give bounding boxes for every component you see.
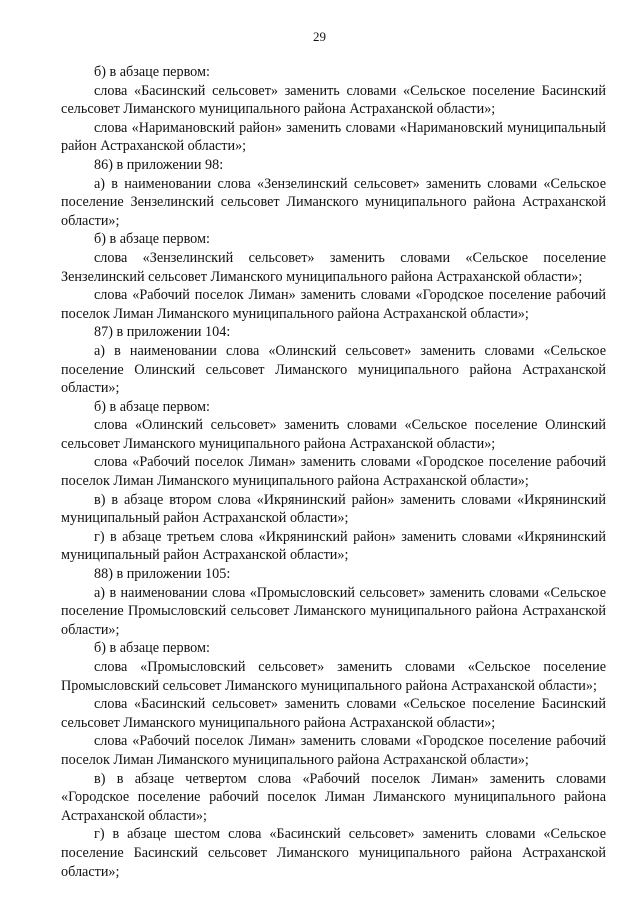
paragraph: слова «Басинский сельсовет» заменить словами «Сельское поселение Басинский сельсовет Лиманского муниципального района Астраханской области»;	[61, 82, 606, 118]
paragraph: 88) в приложении 105:	[94, 566, 231, 583]
paragraph: слова «Рабочий поселок Лиман» заменить словами «Городское поселение рабочий поселок Лиман Лиманского муниципального района Астраханской области»;	[61, 733, 606, 768]
paragraph: б) в абзаце первом:	[94, 231, 210, 248]
paragraph: слова «Зензелинский сельсовет» заменить словами «Сельское поселение Зензелинский сельсовет Лиманского муниципального района Астраханской области»;	[61, 249, 606, 285]
paragraph: слова «Басинский сельсовет» заменить словами «Сельское поселение Басинский сельсовет Лиманского муниципального района Астраханской области»;	[61, 696, 606, 731]
paragraph: слова «Рабочий поселок Лиман» заменить словами «Городское поселение рабочий поселок Лиман Лиманского муниципального района Астраханской области»;	[61, 454, 606, 490]
paragraph: в) в абзаце втором слова «Икрянинский район» заменить словами «Икрянинский муниципальный район Астраханской области»;	[61, 491, 606, 527]
paragraph: слова «Промысловский сельсовет» заменить словами «Сельское поселение Промысловский сельсовет Лиманского муниципального района Астраханской области»;	[61, 659, 606, 694]
paragraph: а) в наименовании слова «Промысловский сельсовет» заменить словами «Сельское поселение Промысловский сельсовет Лиманского муниципального района Астраханской области»;	[61, 584, 606, 638]
paragraph: слова «Олинский сельсовет» заменить словами «Сельское поселение Олинский сельсовет Лиманского муниципального района Астраханской области»;	[61, 417, 606, 452]
paragraph: а) в наименовании слова «Олинский сельсовет» заменить словами «Сельское поселение Олинский сельсовет Лиманского муниципального района Астраханской области»;	[61, 342, 606, 397]
paragraph: г) в абзаце третьем слова «Икрянинский район» заменить словами «Икрянинский муниципальный район Астраханской области»;	[61, 528, 606, 564]
page-number: 29	[313, 29, 326, 44]
paragraph: б) в абзаце первом:	[94, 398, 210, 415]
paragraph: слова «Рабочий поселок Лиман» заменить словами «Городское поселение рабочий поселок Лиман Лиманского муниципального района Астраханской области»;	[61, 287, 606, 322]
paragraph: слова «Наримановский район» заменить словами «Наримановский муниципальный район Астраханской области»;	[61, 119, 606, 155]
paragraph: б) в абзаце первом:	[94, 640, 210, 657]
paragraph: 86) в приложении 98:	[94, 156, 224, 173]
paragraph: г) в абзаце шестом слова «Басинский сельсовет» заменить словами «Сельское поселение Басинский сельсовет Лиманского муниципального района Астраханской области»;	[61, 826, 606, 880]
document-body	[61, 63, 606, 881]
paragraph: в) в абзаце четвертом слова «Рабочий поселок Лиман» заменить словами «Городское поселение рабочий поселок Лиман Лиманского муниципального района Астраханской области»;	[61, 770, 606, 824]
paragraph: 87) в приложении 104:	[94, 324, 231, 341]
paragraph: а) в наименовании слова «Зензелинский сельсовет» заменить словами «Сельское поселение Зензелинский сельсовет Лиманского муниципального района Астраханской области»;	[61, 175, 606, 229]
paragraph: б) в абзаце первом:	[94, 64, 210, 80]
